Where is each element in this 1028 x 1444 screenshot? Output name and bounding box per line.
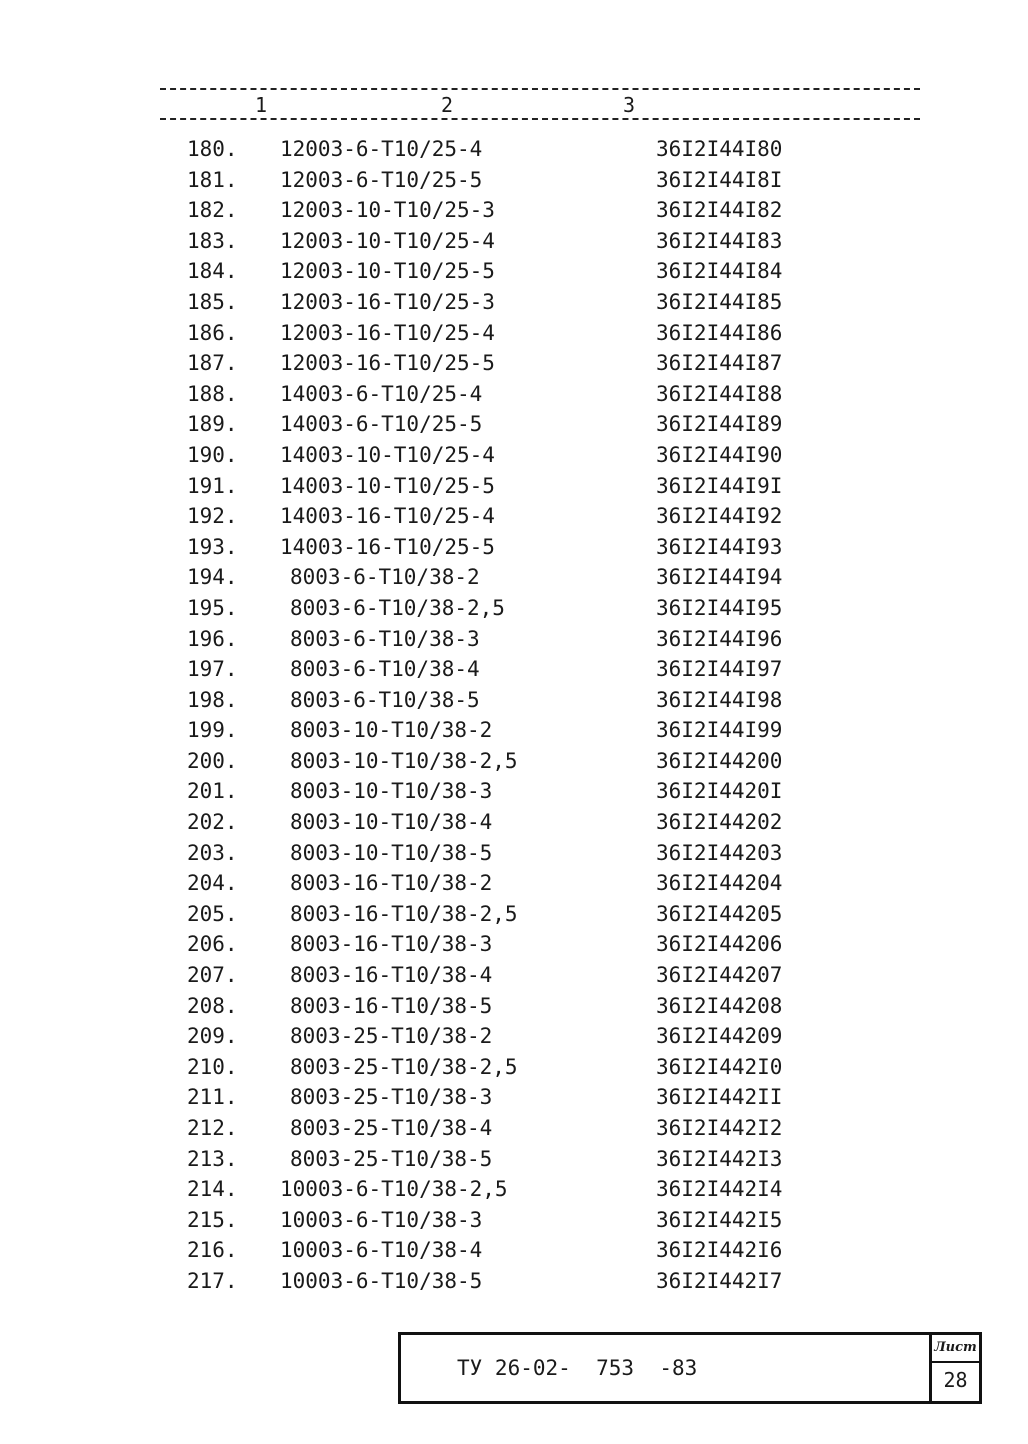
product-code: 36I2I442I7 (656, 1268, 783, 1293)
product-designation: 8003-6-T10/38-4 (290, 657, 480, 682)
product-code: 36I2I442I0 (656, 1054, 783, 1079)
table-row (0, 379, 1028, 410)
product-code: 36I2I44I8I (656, 167, 783, 192)
table-row (0, 685, 1028, 716)
product-code: 36I2I44204 (656, 871, 783, 896)
table-row (0, 654, 1028, 685)
product-code: 36I2I44I94 (656, 565, 783, 590)
table-row (0, 899, 1028, 930)
row-number: 192. (187, 504, 238, 529)
row-number: 196. (187, 626, 238, 651)
product-code: 36I2I44I82 (656, 198, 783, 223)
table-row (0, 776, 1028, 807)
product-code: 36I2I44I92 (656, 504, 783, 529)
product-code: 36I2I44I80 (656, 137, 783, 161)
row-number: 181. (187, 167, 238, 192)
row-number: 203. (187, 840, 238, 865)
table-row (0, 991, 1028, 1022)
product-designation: 8003-25-T10/38-4 (290, 1116, 493, 1140)
row-number: 197. (187, 657, 238, 682)
product-code: 36I2I442I3 (656, 1146, 783, 1171)
product-designation: 12003-10-T10/25-4 (280, 228, 495, 253)
product-code: 36I2I44I83 (656, 228, 783, 253)
doc-number: 753 (596, 1356, 635, 1380)
row-number: 205. (187, 901, 238, 926)
row-number: 210. (187, 1054, 238, 1079)
product-code: 36I2I44I86 (656, 320, 783, 345)
row-number: 186. (187, 320, 238, 345)
product-code: 36I2I442I6 (656, 1238, 783, 1263)
product-designation: 12003-16-T10/25-4 (280, 320, 495, 345)
row-number: 199. (187, 718, 238, 743)
row-number: 201. (187, 779, 238, 804)
header-bottom-rule (160, 118, 920, 120)
table-row (0, 287, 1028, 318)
row-number: 212. (187, 1116, 238, 1140)
product-designation: 8003-16-T10/38-4 (290, 963, 493, 988)
row-number: 180. (187, 137, 238, 161)
product-code: 36I2I44I89 (656, 412, 783, 437)
sheet-number: 28 (943, 1368, 968, 1392)
table-row (0, 440, 1028, 471)
table-row (0, 1144, 1028, 1175)
product-designation: 10003-6-T10/38-5 (280, 1268, 483, 1293)
table-row (0, 746, 1028, 777)
row-number: 190. (187, 442, 238, 467)
product-designation: 8003-6-T10/38-3 (290, 626, 480, 651)
table-row (0, 501, 1028, 532)
table-row (0, 1082, 1028, 1113)
row-number: 214. (187, 1177, 238, 1202)
product-code: 36I2I44I88 (656, 381, 783, 406)
product-code: 36I2I44I96 (656, 626, 783, 651)
product-designation: 10003-6-T10/38-4 (280, 1238, 483, 1263)
sheet-label: Лист (932, 1335, 979, 1363)
product-designation: 8003-25-T10/38-3 (290, 1085, 493, 1110)
table-row (0, 318, 1028, 349)
row-number: 202. (187, 810, 238, 835)
product-designation: 12003-16-T10/25-5 (280, 351, 495, 376)
row-number: 207. (187, 963, 238, 988)
product-designation: 8003-16-T10/38-2 (290, 871, 493, 896)
product-code: 36I2I44202 (656, 810, 783, 835)
table-row (0, 226, 1028, 257)
sheet-box (929, 1335, 979, 1401)
product-designation: 14003-6-T10/25-4 (280, 381, 483, 406)
row-number: 187. (187, 351, 238, 376)
table-row (0, 165, 1028, 196)
table-row (0, 409, 1028, 440)
product-code: 36I2I44I84 (656, 259, 783, 284)
column-3-marker: 3 (620, 94, 638, 116)
row-number: 211. (187, 1085, 238, 1110)
product-code: 36I2I44209 (656, 1024, 783, 1049)
product-code: 36I2I44I93 (656, 534, 783, 559)
product-designation: 14003-10-T10/25-5 (280, 473, 495, 498)
document-designation (457, 1355, 697, 1381)
product-designation: 8003-6-T10/38-2 (290, 565, 480, 590)
product-designation: 8003-6-T10/38-2,5 (290, 595, 505, 620)
product-designation: 14003-16-T10/25-5 (280, 534, 495, 559)
table-row (0, 715, 1028, 746)
row-number: 208. (187, 993, 238, 1018)
table-row (0, 562, 1028, 593)
product-code: 36I2I44207 (656, 963, 783, 988)
product-designation: 8003-25-T10/38-5 (290, 1146, 493, 1171)
product-designation: 14003-16-T10/25-4 (280, 504, 495, 529)
header-top-rule (160, 88, 920, 90)
product-designation: 8003-10-T10/38-2,5 (290, 748, 518, 773)
row-number: 209. (187, 1024, 238, 1049)
product-designation: 8003-6-T10/38-5 (290, 687, 480, 712)
table-row (0, 471, 1028, 502)
table-row (0, 838, 1028, 869)
product-code: 36I2I44I98 (656, 687, 783, 712)
product-designation: 8003-10-T10/38-5 (290, 840, 493, 865)
title-block-stamp (398, 1332, 982, 1404)
table-row (0, 256, 1028, 287)
doc-prefix: ТУ 26-02- (457, 1356, 571, 1380)
row-number: 183. (187, 228, 238, 253)
product-code: 36I2I44203 (656, 840, 783, 865)
doc-suffix: -83 (659, 1356, 698, 1380)
row-number: 184. (187, 259, 238, 284)
row-number: 200. (187, 748, 238, 773)
product-designation: 10003-6-T10/38-2,5 (280, 1177, 508, 1202)
product-code: 36I2I442I4 (656, 1177, 783, 1202)
row-number: 216. (187, 1238, 238, 1263)
row-number: 206. (187, 932, 238, 957)
product-code: 36I2I442I2 (656, 1116, 783, 1140)
row-number: 193. (187, 534, 238, 559)
product-designation: 8003-25-T10/38-2,5 (290, 1054, 518, 1079)
row-number: 191. (187, 473, 238, 498)
table-row (0, 624, 1028, 655)
product-code: 36I2I44I97 (656, 657, 783, 682)
row-number: 194. (187, 565, 238, 590)
row-number: 217. (187, 1268, 238, 1293)
table-row (0, 1266, 1028, 1297)
product-code: 36I2I442I5 (656, 1207, 783, 1232)
product-designation: 14003-10-T10/25-4 (280, 442, 495, 467)
product-code: 36I2I4420I (656, 779, 783, 804)
product-designation: 14003-6-T10/25-5 (280, 412, 483, 437)
product-code: 36I2I44I90 (656, 442, 783, 467)
product-designation: 8003-16-T10/38-2,5 (290, 901, 518, 926)
table-row (0, 1174, 1028, 1205)
table-row (0, 1113, 1028, 1144)
product-designation: 8003-16-T10/38-5 (290, 993, 493, 1018)
row-number: 204. (187, 871, 238, 896)
product-designation: 8003-10-T10/38-3 (290, 779, 493, 804)
product-code: 36I2I44I95 (656, 595, 783, 620)
row-number: 182. (187, 198, 238, 223)
column-2-marker: 2 (438, 94, 456, 116)
table-row (0, 1052, 1028, 1083)
product-code: 36I2I44208 (656, 993, 783, 1018)
row-number: 195. (187, 595, 238, 620)
row-number: 188. (187, 381, 238, 406)
product-designation: 8003-10-T10/38-4 (290, 810, 493, 835)
table-row (0, 960, 1028, 991)
table-row (0, 195, 1028, 226)
product-code: 36I2I44200 (656, 748, 783, 773)
table-row (0, 1205, 1028, 1236)
table-row (0, 1235, 1028, 1266)
table-row (0, 134, 1028, 165)
product-code: 36I2I44206 (656, 932, 783, 957)
row-number: 189. (187, 412, 238, 437)
table-header (160, 80, 920, 130)
product-designation: 12003-16-T10/25-3 (280, 289, 495, 314)
table-row (0, 1021, 1028, 1052)
product-code: 36I2I44I85 (656, 289, 783, 314)
table-row (0, 929, 1028, 960)
product-code: 36I2I44I87 (656, 351, 783, 376)
product-designation: 12003-6-T10/25-5 (280, 167, 483, 192)
table-row (0, 348, 1028, 379)
table-row (0, 532, 1028, 563)
row-number: 185. (187, 289, 238, 314)
row-number: 215. (187, 1207, 238, 1232)
product-designation: 8003-25-T10/38-2 (290, 1024, 493, 1049)
product-designation: 12003-10-T10/25-5 (280, 259, 495, 284)
row-number: 213. (187, 1146, 238, 1171)
column-1-marker: 1 (252, 94, 270, 116)
table-row (0, 593, 1028, 624)
row-number: 198. (187, 687, 238, 712)
table-row (0, 807, 1028, 838)
product-code: 36I2I44205 (656, 901, 783, 926)
product-code: 36I2I442II (656, 1085, 783, 1110)
product-designation: 10003-6-T10/38-3 (280, 1207, 483, 1232)
table-row (0, 868, 1028, 899)
product-code: 36I2I44I9I (656, 473, 783, 498)
product-designation: 8003-16-T10/38-3 (290, 932, 493, 957)
table-body (0, 134, 1028, 1297)
product-designation: 12003-6-T10/25-4 (280, 137, 483, 161)
product-designation: 8003-10-T10/38-2 (290, 718, 493, 743)
product-designation: 12003-10-T10/25-3 (280, 198, 495, 223)
product-code: 36I2I44I99 (656, 718, 783, 743)
